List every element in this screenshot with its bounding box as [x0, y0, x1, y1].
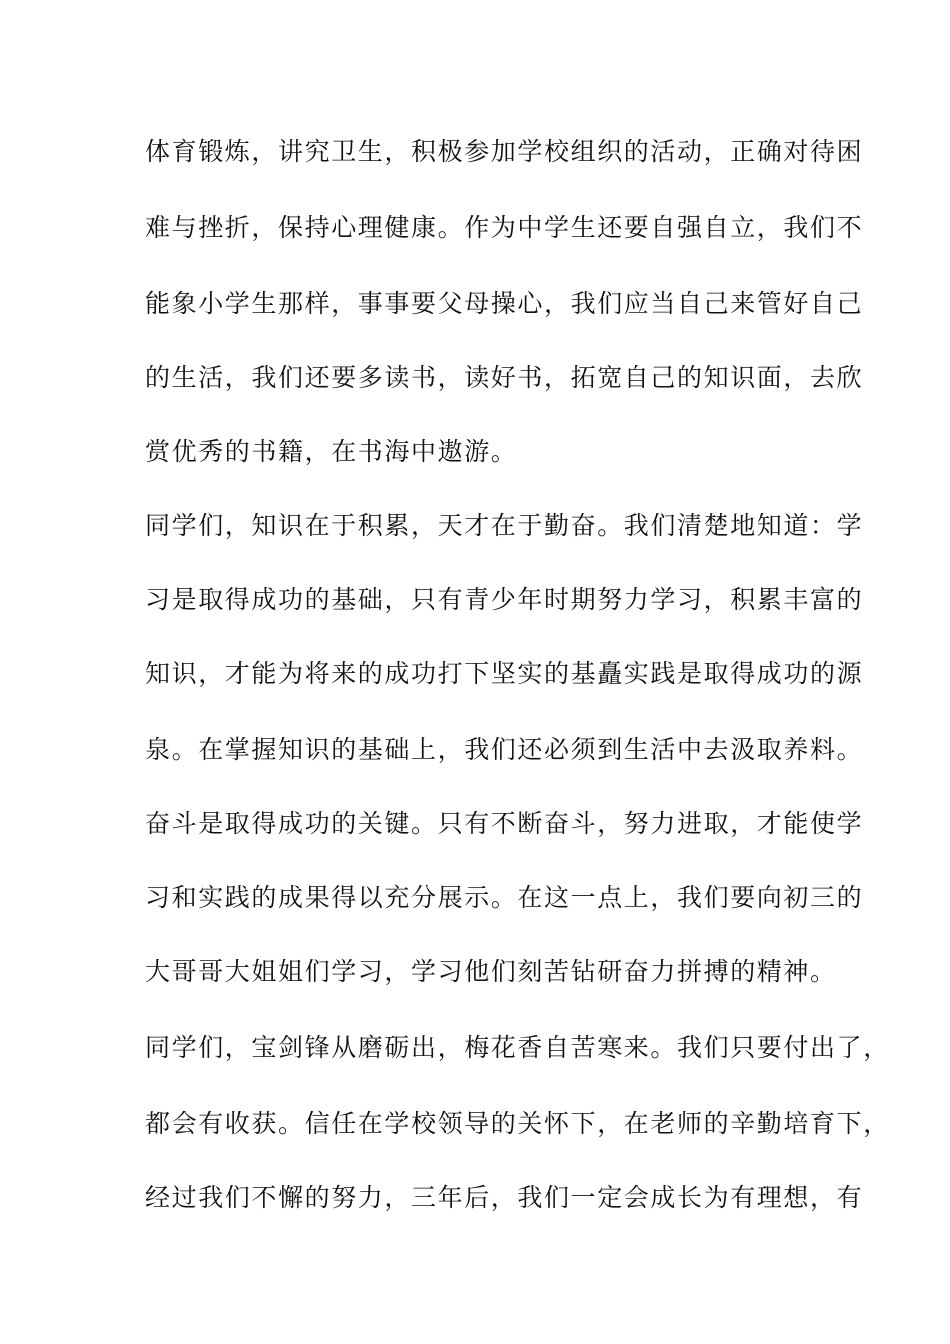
text-line: 同学们，宝剑锋从磨砺出，梅花香自苦寒来。我们只要付出了，	[145, 1033, 890, 1062]
text-line: 习和实践的成果得以充分展示。在这一点上，我们要向初三的	[145, 883, 864, 912]
text-line: 的生活，我们还要多读书，读好书，拓宽自己的知识面，去欣	[145, 363, 864, 392]
text-line: 能象小学生那样，事事要父母操心，我们应当自己来管好自己	[145, 289, 864, 318]
text-line: 奋斗是取得成功的关键。只有不断奋斗，努力进取，才能使学	[145, 809, 864, 838]
text-line: 难与挫折，保持心理健康。作为中学生还要自强自立，我们不	[145, 213, 864, 242]
text-line: 同学们，知识在于积累，天才在于勤奋。我们清楚地知道：学	[145, 511, 864, 540]
text-line: 大哥哥大姐姐们学习，学习他们刻苦钻研奋力拼搏的精神。	[145, 957, 837, 986]
text-line: 经过我们不懈的努力，三年后，我们一定会成长为有理想，有	[145, 1183, 864, 1212]
text-line: 知识，才能为将来的成功打下坚实的基矗实践是取得成功的源	[145, 659, 864, 688]
text-line: 体育锻炼，讲究卫生，积极参加学校组织的活动，正确对待困	[145, 137, 864, 166]
text-line: 习是取得成功的基础，只有青少年时期努力学习，积累丰富的	[145, 585, 864, 614]
text-line: 泉。在掌握知识的基础上，我们还必须到生活中去汲取养料。	[145, 735, 864, 764]
text-line: 都会有收获。信任在学校领导的关怀下，在老师的辛勤培育下，	[145, 1109, 890, 1138]
text-line: 赏优秀的书籍，在书海中遨游。	[145, 437, 518, 466]
